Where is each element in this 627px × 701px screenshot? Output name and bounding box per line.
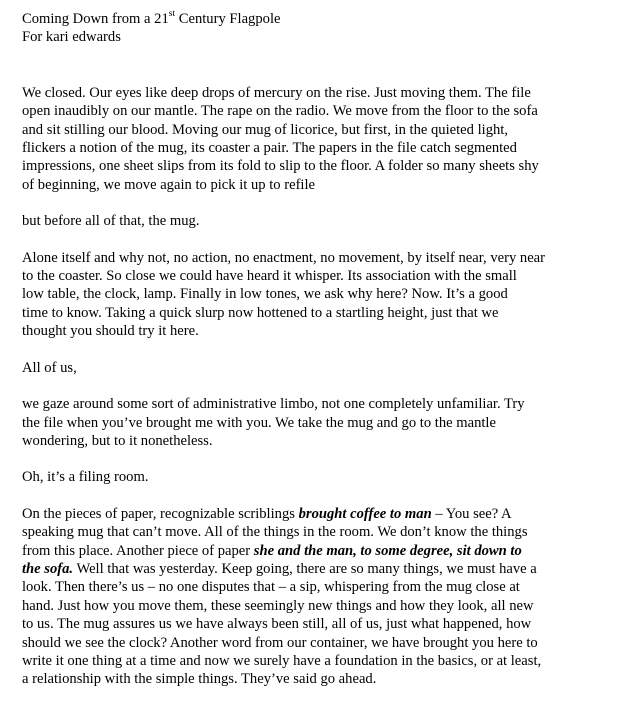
paragraph-7-text-a: On the pieces of paper, recognizable scriblings bbox=[22, 505, 299, 522]
paragraph-1: We closed. Our eyes like deep drops of mercury on the rise. Just moving them. The file open inaudibly on our mantle. The rape on the radio. We move from the floor to the sofa and sit stilling our blood. Moving our mug of licorice, but first, in the quieted light, flickers a notion of the mug, its coaster a pair. The papers in the file catch segmented impressions, one sheet slips from its fold to slip to the floor. A folder so many sheets shy of beginning, we move again to pick it up to refile bbox=[22, 84, 539, 193]
paragraph-3: Alone itself and why not, no action, no enactment, no movement, by itself near, very near to the coaster. So close we could have heard it whisper. Its association with the small low table, the clock, lamp. Finally in low tones, we ask why here? Now. It’s a good time to know. Taking a quick slurp now hottened to a startling height, just that we thought you should try it here. bbox=[22, 249, 546, 340]
spacer bbox=[22, 47, 606, 84]
title-text-end: Century Flagpole bbox=[175, 11, 281, 27]
paragraph-6: Oh, it’s a filing room. bbox=[22, 469, 149, 486]
title-superscript: st bbox=[168, 9, 176, 20]
dedication: For kari edwards bbox=[22, 29, 121, 46]
spacer bbox=[22, 487, 606, 505]
poem-title bbox=[22, 10, 606, 28]
spacer bbox=[22, 377, 606, 395]
paragraph-7-text-e: Well that was yesterday. Keep going, there are so many things, we must have a look. Then there’s us – no one disputes that – a sip, whispering from the mug close at hand. Just how you move them, these seemingly new things and how they look, all new to us. The mug assures us we have always been still, all of us, just what happened, how should we see the clock? Another word from our container, we have brought you here to write it one thing at a time and now we surely have a foundation in the basics, or at least, a relationship with the simple things. They’ve said go ahead. bbox=[22, 560, 542, 688]
spacer bbox=[22, 341, 606, 359]
paragraph-7-text-c: – You see? A speaking mug that can’t move. All of the things in the room. We don’t know the things from this place. Another piece of paper bbox=[22, 505, 528, 559]
spacer bbox=[22, 194, 606, 212]
paragraph-7-emphasis-2: she and the man, to some degree, sit down to the sofa. bbox=[22, 542, 522, 577]
paragraph-2: but before all of that, the mug. bbox=[22, 213, 200, 230]
title-text-start: Coming Down from a 21 bbox=[22, 11, 169, 27]
spacer bbox=[22, 231, 606, 249]
document-page bbox=[22, 10, 606, 689]
paragraph-7-emphasis-1: brought coffee to man bbox=[298, 505, 432, 522]
spacer bbox=[22, 450, 606, 468]
paragraph-5: we gaze around some sort of administrative limbo, not one completely unfamiliar. Try the file when you’ve brought me with you. We take the mug and go to the mantle wondering, but to it nonetheless. bbox=[22, 396, 525, 449]
paragraph-7 bbox=[22, 505, 606, 689]
paragraph-4: All of us, bbox=[22, 359, 77, 376]
